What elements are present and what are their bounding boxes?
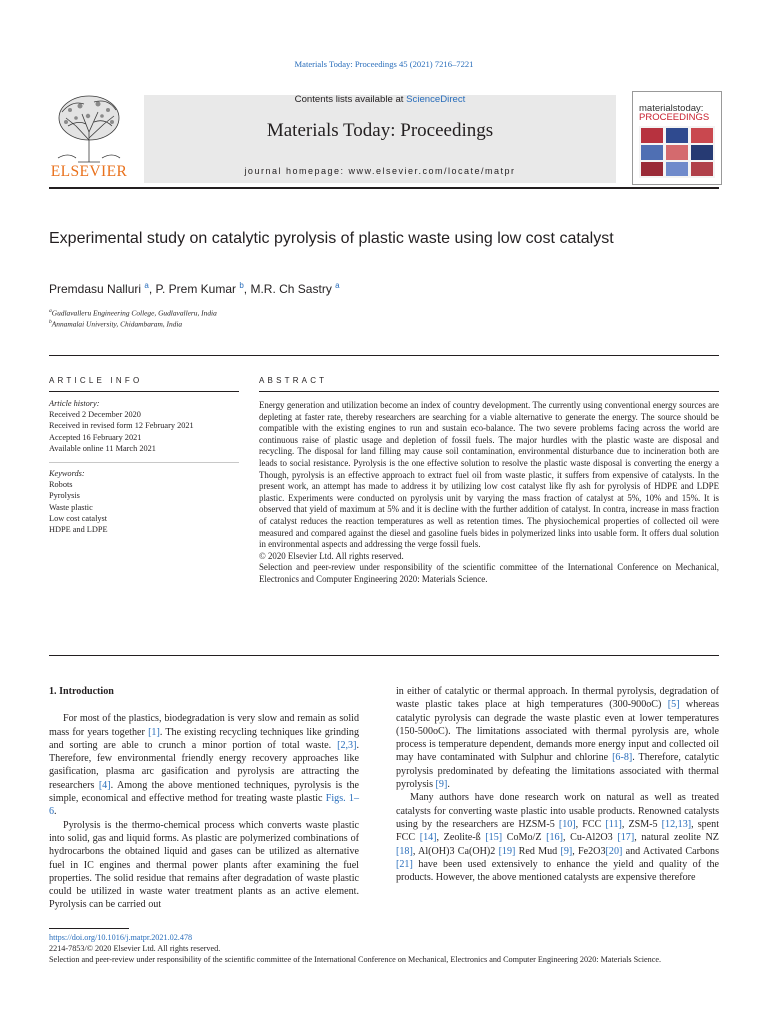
- journal-citation[interactable]: Materials Today: Proceedings 45 (2021) 7216–7221: [294, 59, 474, 69]
- citation-link[interactable]: [1]: [148, 726, 160, 738]
- citation-link[interactable]: [18]: [396, 845, 413, 857]
- doi-link[interactable]: https://doi.org/10.1016/j.matpr.2021.02.478: [49, 933, 193, 942]
- homepage-url[interactable]: www.elsevier.com/locate/matpr: [348, 166, 516, 176]
- author-name: Premdasu Nalluri: [49, 282, 142, 296]
- citation-link[interactable]: Figs. 1–6: [49, 793, 359, 818]
- keyword: HDPE and LDPE: [49, 525, 108, 535]
- tree-icon: [48, 92, 130, 164]
- citation-link[interactable]: [6-8]: [612, 752, 633, 764]
- keyword: Robots: [49, 480, 73, 490]
- elsevier-wordmark: ELSEVIER: [50, 163, 128, 180]
- keywords-rule: [49, 462, 239, 463]
- history-received: Received 2 December 2020: [49, 410, 141, 420]
- affil-text: Annamalai University, Chidambaram, India: [51, 319, 183, 329]
- abstract-body: [259, 400, 719, 586]
- journal-title: Materials Today: Proceedings: [266, 120, 494, 141]
- history-label: Article history:: [49, 399, 100, 408]
- author-affil-mark[interactable]: a: [335, 281, 340, 290]
- journal-homepage: [144, 166, 616, 176]
- citation-link[interactable]: [4]: [98, 779, 111, 791]
- citation-link[interactable]: [2,3]: [337, 739, 357, 751]
- article-info-heading: ARTICLE INFO: [49, 376, 143, 385]
- cover-title-line2: PROCEEDINGS: [639, 112, 710, 123]
- cover-title-line1: materialstoday:: [639, 103, 704, 114]
- citation-link[interactable]: [9]: [435, 779, 448, 791]
- section-title: 1. Introduction: [49, 686, 114, 697]
- keywords-label: Keywords:: [49, 469, 85, 478]
- keyword: Pyrolysis: [49, 491, 80, 501]
- footer-rule: [49, 928, 129, 929]
- history-revised: Received in revised form 12 February 2021: [49, 421, 194, 431]
- issn-copyright: 2214-7853/© 2020 Elsevier Ltd. All rights reserved.: [49, 944, 221, 953]
- article-history: [49, 398, 249, 454]
- article-title: Experimental study on catalytic pyrolysis of plastic waste using low cost catalyst: [49, 230, 614, 247]
- affiliation: [49, 319, 182, 328]
- contents-line: [144, 94, 616, 105]
- citation-link[interactable]: [12,13]: [661, 818, 692, 830]
- cover-image-mosaic: [639, 126, 715, 178]
- author-name: M.R. Ch Sastry: [250, 282, 332, 296]
- author-list: Premdasu Nalluri $^a$, P. Prem Kumar $^b$, M.R. Ch Sastry $^a$: [49, 281, 340, 296]
- affil-mark: a: [49, 308, 52, 314]
- abstract-rule: [259, 391, 719, 392]
- history-accepted: Accepted 16 February 2021: [49, 432, 142, 442]
- body-paragraph: Many authors have done research work on natural as well as treated catalysts for converting waste plastic into usable products. Renowned catalysts using by the researchers are HZSM-5 [10], FCC [11], ZSM-5 [12,13], spent FCC [14], Zeolite-ß [15] CoMo/Z [16], Cu-Al2O3 [17], natural zeolite NZ [18], Al(OH)3 Ca(OH)2 [19] Red Mud [9], Fe2O3[20] and Activated Carbons [21] have been used extensively to enhance the yield and quality of the products. However, the above mentioned catalysts are expensive therefore: [396, 792, 720, 884]
- body-left-column: [49, 685, 359, 912]
- citation-link[interactable]: [20]: [605, 845, 623, 857]
- body-right-column: [396, 685, 719, 884]
- affil-text: Gudlavalleru Engineering College, Gudlavalleru, India: [51, 308, 217, 318]
- affil-mark: b: [49, 319, 52, 325]
- history-online: Available online 11 March 2021: [49, 443, 156, 453]
- homepage-prefix: journal homepage:: [244, 166, 349, 176]
- info-top-rule: [49, 355, 719, 356]
- citation-link[interactable]: [14]: [419, 832, 437, 844]
- citation-link[interactable]: [9]: [560, 845, 573, 857]
- author-name: P. Prem Kumar: [155, 282, 236, 296]
- footer: [49, 932, 719, 965]
- keywords-block: [49, 468, 249, 535]
- footer-peer-review: Selection and peer-review under responsibility of the scientific committee of the International Conference on Mechanical, Electronics and Computer Engineering 2020: Materials Science.: [49, 955, 662, 964]
- keyword: Low cost catalyst: [49, 513, 108, 523]
- body-top-rule: [49, 655, 719, 656]
- citation-link[interactable]: [19]: [498, 845, 516, 857]
- journal-cover-thumbnail[interactable]: [632, 91, 722, 185]
- cover-title: [639, 104, 709, 122]
- header-rule: [49, 187, 719, 189]
- author-affil-mark[interactable]: a: [144, 281, 149, 290]
- citation-link[interactable]: [16]: [546, 832, 563, 844]
- sciencedirect-link[interactable]: ScienceDirect: [406, 94, 466, 105]
- body-paragraph: For most of the plastics, biodegradation is very slow and remain as solid mass for years together [1]. The existing recycling techniques like grinding and sorting are able to crunch a minor portion of total waste. [2,3]. Therefore, few environmental friendly energy recovery approaches like gasification, plasma arc gasification and pyrolysis are attracting the researchers [4]. Among the above mentioned techniques, pyrolysis is the simple, economical and effective method for treating waste plastic Figs. 1–6.: [49, 713, 359, 818]
- citation-link[interactable]: [21]: [396, 858, 413, 870]
- citation-link[interactable]: [15]: [485, 832, 503, 844]
- article-info-rule: [49, 391, 239, 392]
- citation-link[interactable]: [10]: [558, 818, 576, 830]
- affiliation: [49, 308, 217, 317]
- citation-link[interactable]: [11]: [605, 818, 622, 830]
- body-paragraph: in either of catalytic or thermal approach. In thermal pyrolysis, degradation of waste plastic takes place at high temperatures (300-900oC) [5] whereas catalytic pyrolysis can degrade the waste plastic even at lower temperatures (150-500oC). The limitations associated with thermal pyrolysis are, whole process is temperature dependent, demands more energy input and collected oil may have contaminated with Sulphur and chlorine [6-8]. Therefore, catalytic pyrolysis predominated by defeating the limitations associated with thermal pyrolysis [9].: [396, 686, 719, 791]
- contents-prefix: Contents lists available at: [294, 94, 407, 105]
- body-paragraph: Pyrolysis is the thermo-chemical process which converts waste plastic into solid, gas and liquid forms. As plastic are polymerized combinations of hydrocarbons the obtained liquid and gases can be utilized as alternative fuel in IC engines and thermal power plants after examining the fuel properties. The solid residue that remains after degradation of waste plastic could be utilized in waste water treatment plants as an active element. Pyrolysis can be carried out: [49, 819, 359, 911]
- citation-link[interactable]: [17]: [617, 832, 635, 844]
- citation-link[interactable]: [5]: [667, 699, 680, 711]
- abstract-paragraph: Energy generation and utilization become an index of country development. The currently using conventional energy sources are depleting at faster rate, thereby researchers are searching for a viable alternative to generate the energy. The source should be compatible with the existing engines to run and sustain eco-balance. The two severe problems facing across the world are continuous raise of plastic usage and depletion of fossil fuels. The major hurdles with the plastic waste are disposal and recycling. The disposal for land filling may cause soil contamination, environmental disturbance due to incineration both are leads to social resistance. Pyrolysis is the one effective solution to resolve the plastic waste disposal is converting the energy a Though, pyrolysis is an effective approach to extract fuel oil from waste plastic, it suffers from expensive of catalysts. In the present work, an attempt has made to address it by utilizing low cost catalyst like fly ash for pyrolysis of HDPE and LDPE plastic. Experiments were conducted on pyrolysis unit by varying the mass fraction of catalyst at 5%, 10% and 15%. It is observed that yield of maximum at 5% and it is decline with the further addition of catalyst. In contra, increase in mass fraction of catalyst reduces the reaction temperatures as well as retention times. The physiochemical properties of collected oil were measured and compared against the diesel and gasoline fuels bides in polymerized links into usable form. It offers dual solution in environmental aspects and addressing the verge fossil fuels.: [259, 400, 719, 550]
- abstract-copyright: © 2020 Elsevier Ltd. All rights reserved.: [259, 550, 404, 561]
- abstract-peer-review: Selection and peer-review under responsibility of the scientific committee of the International Conference on Mechanical, Electronics and Computer Engineering 2020: Materials Science.: [259, 562, 719, 584]
- keyword: Waste plastic: [49, 502, 93, 512]
- author-affil-mark[interactable]: b: [239, 281, 244, 290]
- abstract-heading: ABSTRACT: [259, 376, 328, 385]
